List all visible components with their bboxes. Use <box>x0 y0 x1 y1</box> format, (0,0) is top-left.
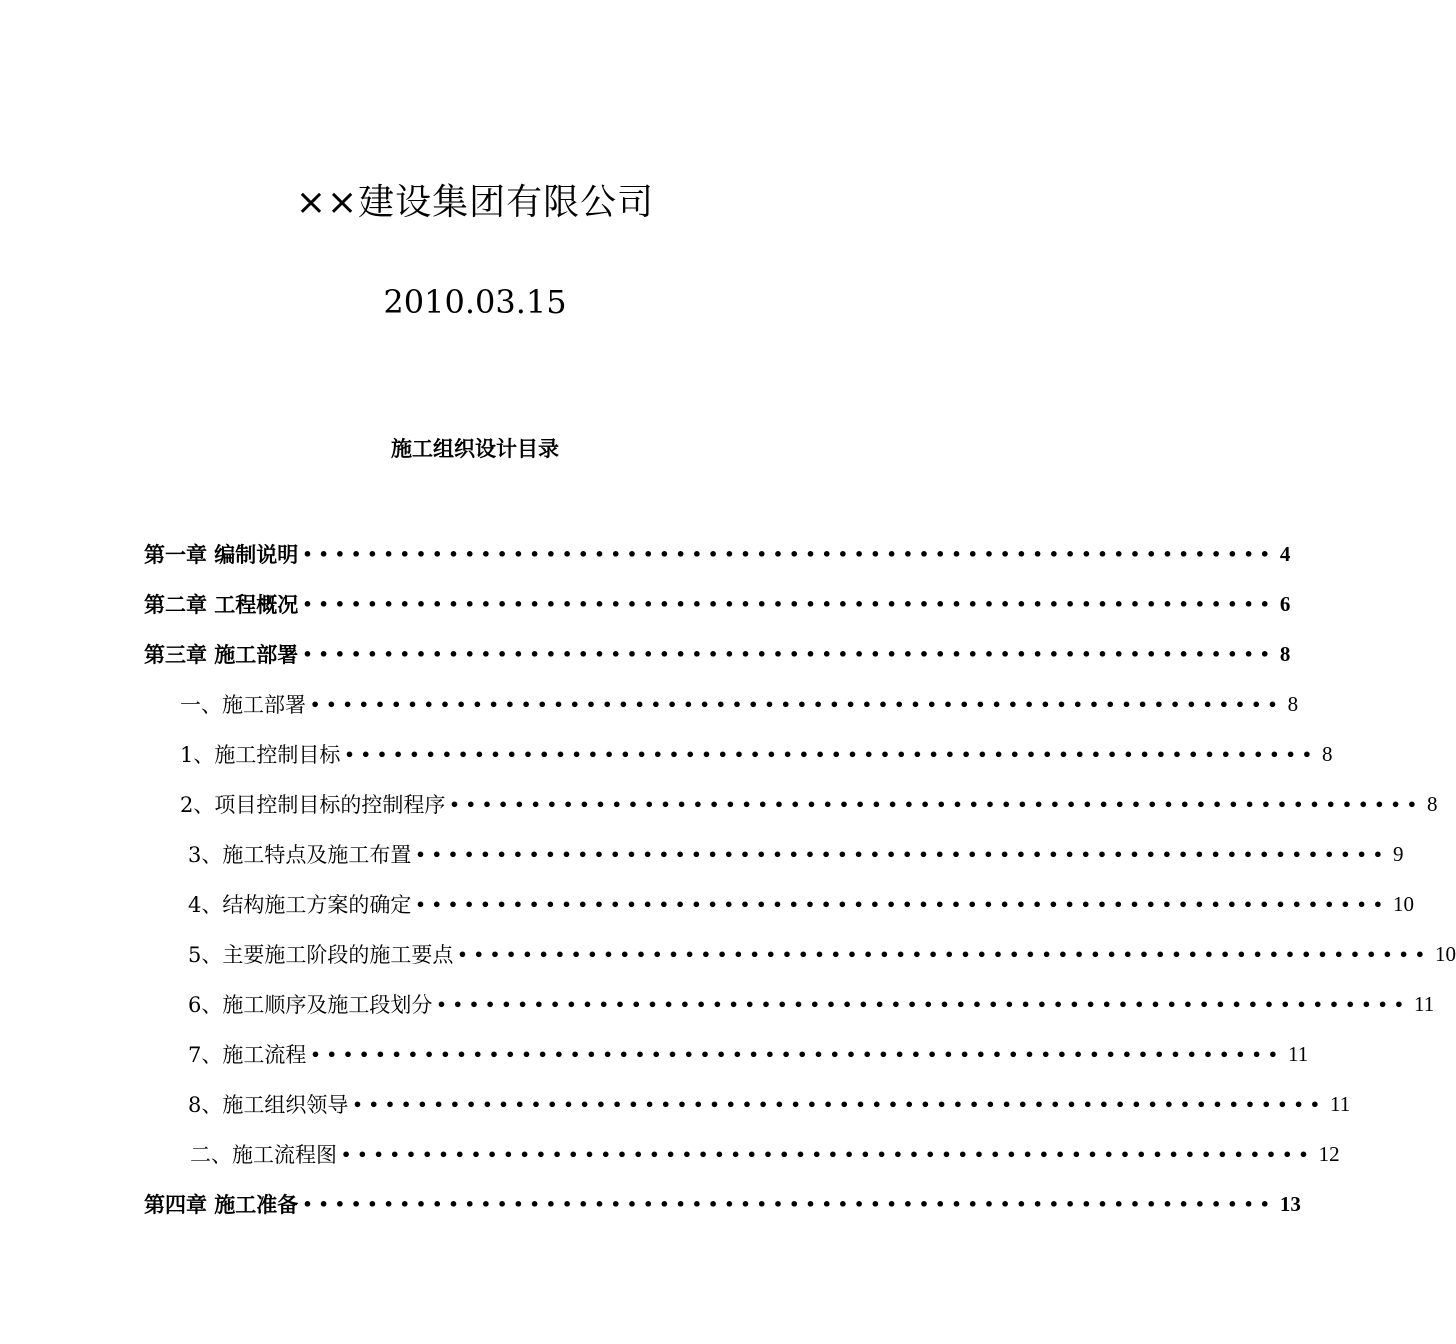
toc-entry-page-number: 11 <box>1413 991 1435 1016</box>
toc-entry-page-number: 8 <box>1279 641 1291 666</box>
toc-section-entry <box>144 1129 1340 1179</box>
toc-section-entry <box>144 1079 1351 1129</box>
toc-dot-leader: •••••••••••••••••••••••••••••••••••••••••••••••••••••••••••• <box>302 594 1276 614</box>
toc-entry-label: 第二章 工程概况 <box>144 593 299 617</box>
toc-chapter-entry <box>144 579 1291 629</box>
table-of-contents <box>144 529 1456 1229</box>
toc-entry-page-number: 10 <box>1434 941 1456 966</box>
toc-section-entry <box>144 679 1299 729</box>
toc-dot-leader: •••••••••••••••••••••••••••••••••••••••••••••••••••••••••••• <box>436 994 1410 1014</box>
toc-entry-page-number: 11 <box>1329 1091 1351 1116</box>
toc-dot-leader: •••••••••••••••••••••••••••••••••••••••••••••••••••••••••••• <box>449 794 1423 814</box>
toc-dot-leader: •••••••••••••••••••••••••••••••••••••••••••••••••••••••••••• <box>457 944 1431 964</box>
toc-entry-label: 第三章 施工部署 <box>144 643 299 667</box>
toc-entry-label: 5、主要施工阶段的施工要点 <box>188 943 454 967</box>
toc-entry-page-number: 10 <box>1392 891 1414 916</box>
toc-dot-leader: •••••••••••••••••••••••••••••••••••••••••••••••••••••••••••• <box>302 1194 1276 1214</box>
toc-entry-label: 第四章 施工准备 <box>144 1193 299 1217</box>
toc-chapter-entry <box>144 529 1291 579</box>
toc-entry-page-number: 9 <box>1392 841 1404 866</box>
toc-entry-page-number: 6 <box>1279 591 1291 616</box>
toc-chapter-entry <box>144 1179 1301 1229</box>
toc-entry-page-number: 12 <box>1318 1141 1340 1166</box>
toc-section-entry <box>144 879 1414 929</box>
toc-section-entry <box>144 779 1438 829</box>
toc-dot-leader: •••••••••••••••••••••••••••••••••••••••••••••••••••••••••••• <box>341 1144 1315 1164</box>
toc-dot-leader: •••••••••••••••••••••••••••••••••••••••••••••••••••••••••••• <box>344 744 1318 764</box>
toc-title: 施工组织设计目录 <box>391 437 559 461</box>
toc-entry-page-number: 8 <box>1287 691 1299 716</box>
toc-section-entry <box>144 829 1404 879</box>
toc-section-entry <box>144 929 1456 979</box>
toc-entry-label: 一、施工部署 <box>180 693 306 717</box>
toc-dot-leader: •••••••••••••••••••••••••••••••••••••••••••••••••••••••••••• <box>302 544 1276 564</box>
company-name: ××建设集团有限公司 <box>295 182 655 223</box>
toc-entry-label: 2、项目控制目标的控制程序 <box>180 793 446 817</box>
toc-chapter-entry <box>144 629 1291 679</box>
toc-entry-label: 1、施工控制目标 <box>180 743 341 767</box>
toc-section-entry <box>144 979 1435 1029</box>
toc-entry-label: 4、结构施工方案的确定 <box>188 893 412 917</box>
document-date: 2010.03.15 <box>383 283 567 321</box>
toc-entry-label: 8、施工组织领导 <box>188 1093 349 1117</box>
toc-dot-leader: •••••••••••••••••••••••••••••••••••••••••••••••••••••••••••• <box>352 1094 1326 1114</box>
toc-dot-leader: •••••••••••••••••••••••••••••••••••••••••••••••••••••••••••• <box>310 694 1284 714</box>
toc-entry-label: 第一章 编制说明 <box>144 543 299 567</box>
toc-entry-page-number: 11 <box>1287 1041 1309 1066</box>
toc-entry-label: 二、施工流程图 <box>190 1143 337 1167</box>
toc-entry-page-number: 8 <box>1321 741 1333 766</box>
toc-entry-page-number: 13 <box>1279 1191 1301 1216</box>
toc-dot-leader: •••••••••••••••••••••••••••••••••••••••••••••••••••••••••••• <box>415 844 1389 864</box>
toc-dot-leader: •••••••••••••••••••••••••••••••••••••••••••••••••••••••••••• <box>415 894 1389 914</box>
toc-section-entry <box>144 729 1333 779</box>
toc-entry-label: 3、施工特点及施工布置 <box>188 843 412 867</box>
toc-entry-label: 7、施工流程 <box>188 1043 307 1067</box>
toc-entry-label: 6、施工顺序及施工段划分 <box>188 993 433 1017</box>
toc-dot-leader: •••••••••••••••••••••••••••••••••••••••••••••••••••••••••••• <box>310 1044 1284 1064</box>
toc-section-entry <box>144 1029 1309 1079</box>
toc-entry-page-number: 4 <box>1279 541 1291 566</box>
toc-entry-page-number: 8 <box>1426 791 1438 816</box>
toc-dot-leader: •••••••••••••••••••••••••••••••••••••••••••••••••••••••••••• <box>302 644 1276 664</box>
